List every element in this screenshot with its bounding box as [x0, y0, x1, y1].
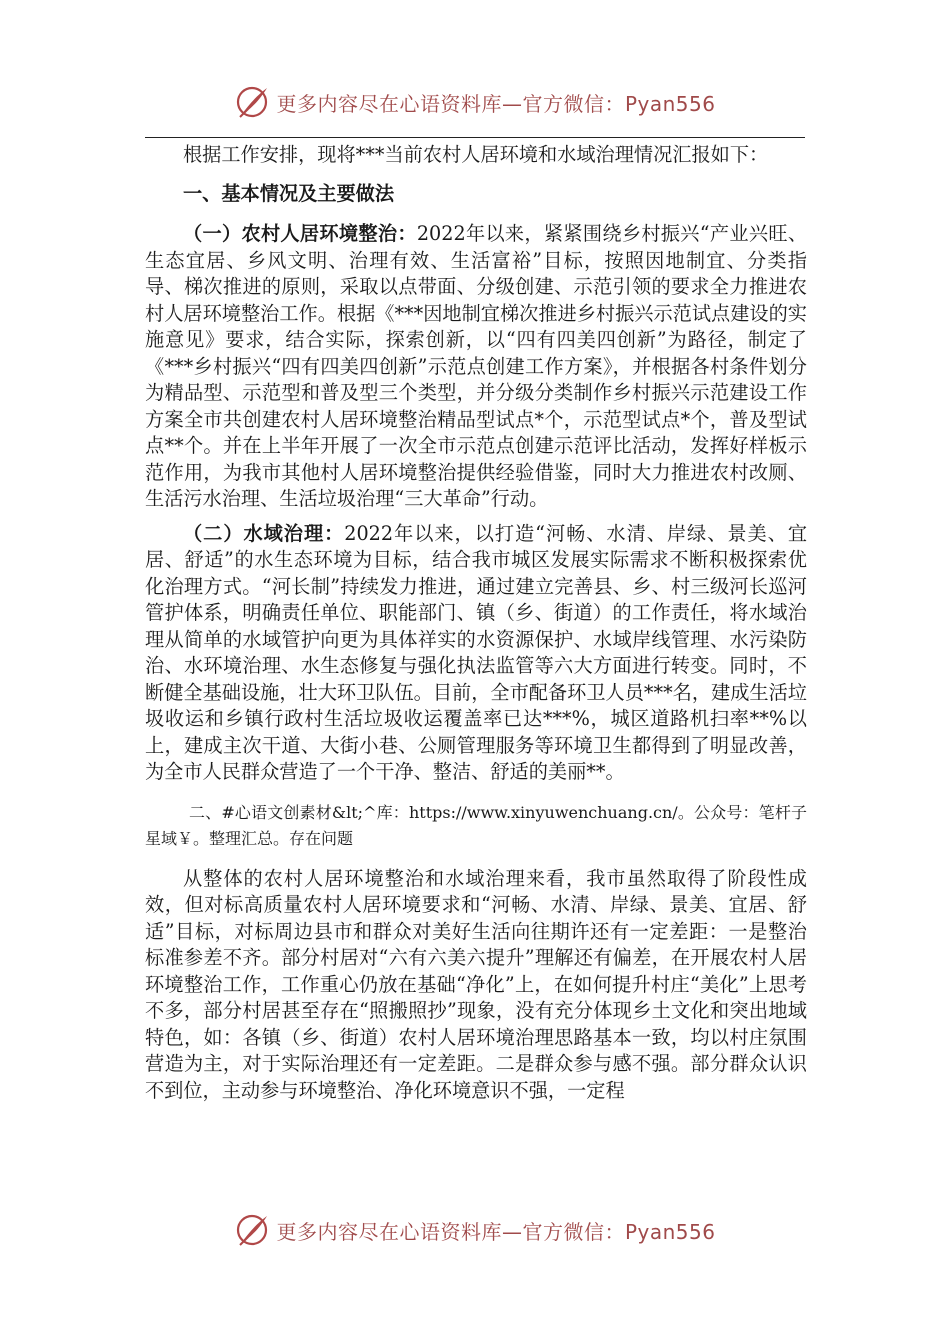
header-divider [145, 137, 805, 138]
intro-paragraph: 根据工作安排，现将***当前农村人居环境和水域治理情况汇报如下： [183, 143, 769, 166]
footer-banner [0, 1210, 950, 1250]
water-governance-title: （二）水域治理： [183, 521, 345, 545]
water-governance-body: 2022年以来，以打造“河畅、水清、岸绿、景美、宜居、舒适”的水生态环境为目标，结合我市城区发展实际需求不断积极探索优化治理方式。“河长制”持续发力推进，通过建立完善县、乡、村三级河长巡河管护体系，明确责任单位、职能部门、镇（乡、街道）的工作责任，将水域治理从简单的水域管护向更为具体祥实的水资源保护、水域岸线管理、水污染防治、水环境治理、水生态修复与强化执法监管等六大方面进行转变。同时，不断健全基础设施，壮大环卫队伍。目前，全市配备环卫人员***名，建成生活垃圾收运和乡镇行政村生活垃圾收运覆盖率已达***%，城区道路机扫率**%以上，建成主次干道、大街小巷、公厕管理服务等环境卫生都得到了明显改善，为全市人民群众营造了一个干净、整洁、舒适的美丽**。 [145, 521, 808, 783]
banner-text: 更多内容尽在心语资料库—官方微信：Pyan556 [276, 91, 716, 116]
document-body [145, 142, 807, 1104]
rural-environment-body: 2022年以来，紧紧围绕乡村振兴“产业兴旺、生态宜居、乡风文明、治理有效、生活富裕”目标，按照因地制宜、分类指导、梯次推进的原则，采取以点带面、分级创建、示范引领的要求全力推进农村人居环境整治工作。根据《***因地制宜梯次推进乡村振兴示范试点建设的实施意见》要求，结合实际，探索创新，以“四有四美四创新”为路径，制定了《***乡村振兴“四有四美四创新”示范点创建工作方案》，并根据各村条件划分为精品型、示范型和普及型三个类型，并分级分类制作乡村振兴示范建设工作方案全市共创建农村人居环境整治精品型试点*个，示范型试点*个，普及型试点**个。并在上半年开展了一次全市示范点创建示范评比活动，发挥好样板示范作用，为我市其他村人居环境整治提供经验借鉴，同时大力推进农村改厕、生活污水治理、生活垃圾治理“三大革命”行动。 [145, 222, 808, 510]
quill-logo-icon [234, 84, 270, 120]
quill-logo-icon [234, 1212, 270, 1248]
section1-heading: 一、基本情况及主要做法 [183, 181, 395, 205]
rural-environment-paragraph [145, 221, 807, 513]
rural-environment-title: （一）农村人居环境整治： [183, 222, 417, 245]
header-banner [0, 82, 950, 122]
section2-heading-note: 二、#心语文创素材&lt;^库：https://www.xinyuwenchuang.cn/。公众号：笔杆子星域￥。整理汇总。存在问题 [145, 802, 807, 848]
problems-paragraph: 从整体的农村人居环境整治和水域治理来看，我市虽然取得了阶段性成效，但对标高质量农村人居环境要求和“河畅、水清、岸绿、景美、宜居、舒适”目标，对标周边县市和群众对美好生活向往期许还有一定差距：一是整治标准参差不齐。部分村居对“六有六美六提升”理解还有偏差，在开展农村人居环境整治工作，工作重心仍放在基础“净化”上，在如何提升村庄“美化”上思考不多，部分村居甚至存在“照搬照抄”现象，没有充分体现乡土文化和突出地域特色，如：各镇（乡、街道）农村人居环境治理思路基本一致，均以村庄氛围营造为主，对于实际治理还有一定差距。二是群众参与感不强。部分群众认识不到位，主动参与环境整治、净化环境意识不强，一定程 [145, 866, 807, 1102]
water-governance-paragraph [145, 521, 807, 786]
banner-text: 更多内容尽在心语资料库—官方微信：Pyan556 [276, 1219, 716, 1244]
